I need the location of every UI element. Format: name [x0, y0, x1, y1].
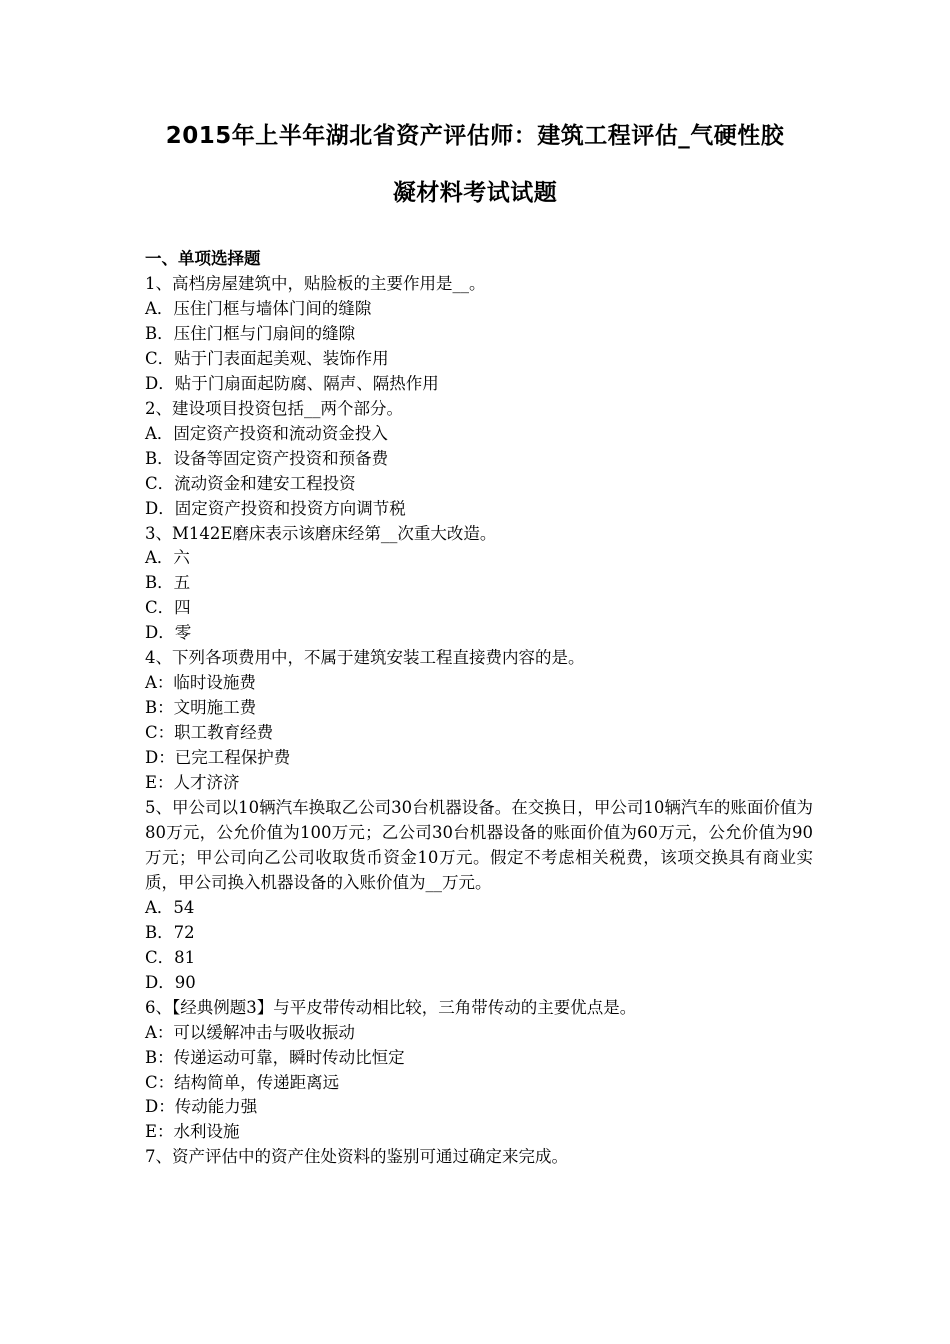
answer-option: C．流动资金和建安工程投资	[145, 473, 356, 493]
answer-option: D．固定资产投资和投资方向调节税	[145, 498, 406, 518]
answer-option: B．五	[145, 573, 191, 593]
question-stem: 7、资产评估中的资产住处资料的鉴别可通过确定来完成。	[145, 1147, 568, 1167]
question-stem: 6、【经典例题3】与平皮带传动相比较，三角带传动的主要优点是。	[145, 997, 637, 1017]
answer-option: D．90	[145, 972, 196, 992]
answer-option: B．设备等固定资产投资和预备费	[145, 448, 389, 468]
answer-option: C：职工教育经费	[145, 723, 274, 743]
section-heading: 一、单项选择题	[145, 249, 261, 268]
answer-option: B：传递运动可靠，瞬时传动比恒定	[145, 1047, 405, 1067]
answer-option: E：水利设施	[145, 1122, 240, 1142]
answer-option: A．固定资产投资和流动资金投入	[145, 423, 388, 443]
question-stem: 1、高档房屋建筑中，贴脸板的主要作用是__。	[145, 274, 486, 293]
answer-option: A．六	[145, 548, 190, 568]
answer-option: D．贴于门扇面起防腐、隔声、隔热作用	[145, 373, 439, 393]
document-title-line-2: 凝材料考试试题	[392, 180, 558, 206]
question-stem: 3、M142E磨床表示该磨床经第__次重大改造。	[145, 523, 497, 543]
answer-option: E：人才济济	[145, 773, 240, 793]
question-stem: 2、建设项目投资包括__两个部分。	[145, 398, 403, 418]
answer-option: C：结构简单，传递距离远	[145, 1072, 340, 1092]
answer-option: A：临时设施费	[145, 673, 256, 693]
answer-option: A．压住门框与墙体门间的缝隙	[145, 298, 372, 318]
answer-option: B．72	[145, 922, 195, 942]
answer-option: C．四	[145, 598, 191, 618]
answer-option: A．54	[145, 897, 195, 917]
question-stem: 5、甲公司以10辆汽车换取乙公司30台机器设备。在交换日，甲公司10辆汽车的账面价值为80万元，公允价值为100万元；乙公司30台机器设备的账面价值为60万元，公允价值为90万元；甲公司向乙公司收取货币资金10万元。假定不考虑相关税费，该项交换具有商业实质，甲公司换入机器设备的入账价值为__万元。	[145, 798, 813, 892]
answer-option: B：文明施工费	[145, 698, 257, 718]
answer-option: D：传动能力强	[145, 1097, 258, 1117]
answer-option: D．零	[145, 623, 192, 643]
question-list	[145, 272, 813, 1170]
answer-option: C．贴于门表面起美观、装饰作用	[145, 348, 389, 368]
answer-option: C．81	[145, 947, 196, 967]
document-title-line-1: 2015年上半年湖北省资产评估师：建筑工程评估_气硬性胶	[165, 123, 785, 149]
answer-option: D：已完工程保护费	[145, 748, 291, 768]
answer-option: A：可以缓解冲击与吸收振动	[145, 1022, 355, 1042]
question-stem: 4、下列各项费用中，不属于建筑安装工程直接费内容的是。	[145, 648, 585, 668]
answer-option: B．压住门框与门扇间的缝隙	[145, 323, 356, 343]
